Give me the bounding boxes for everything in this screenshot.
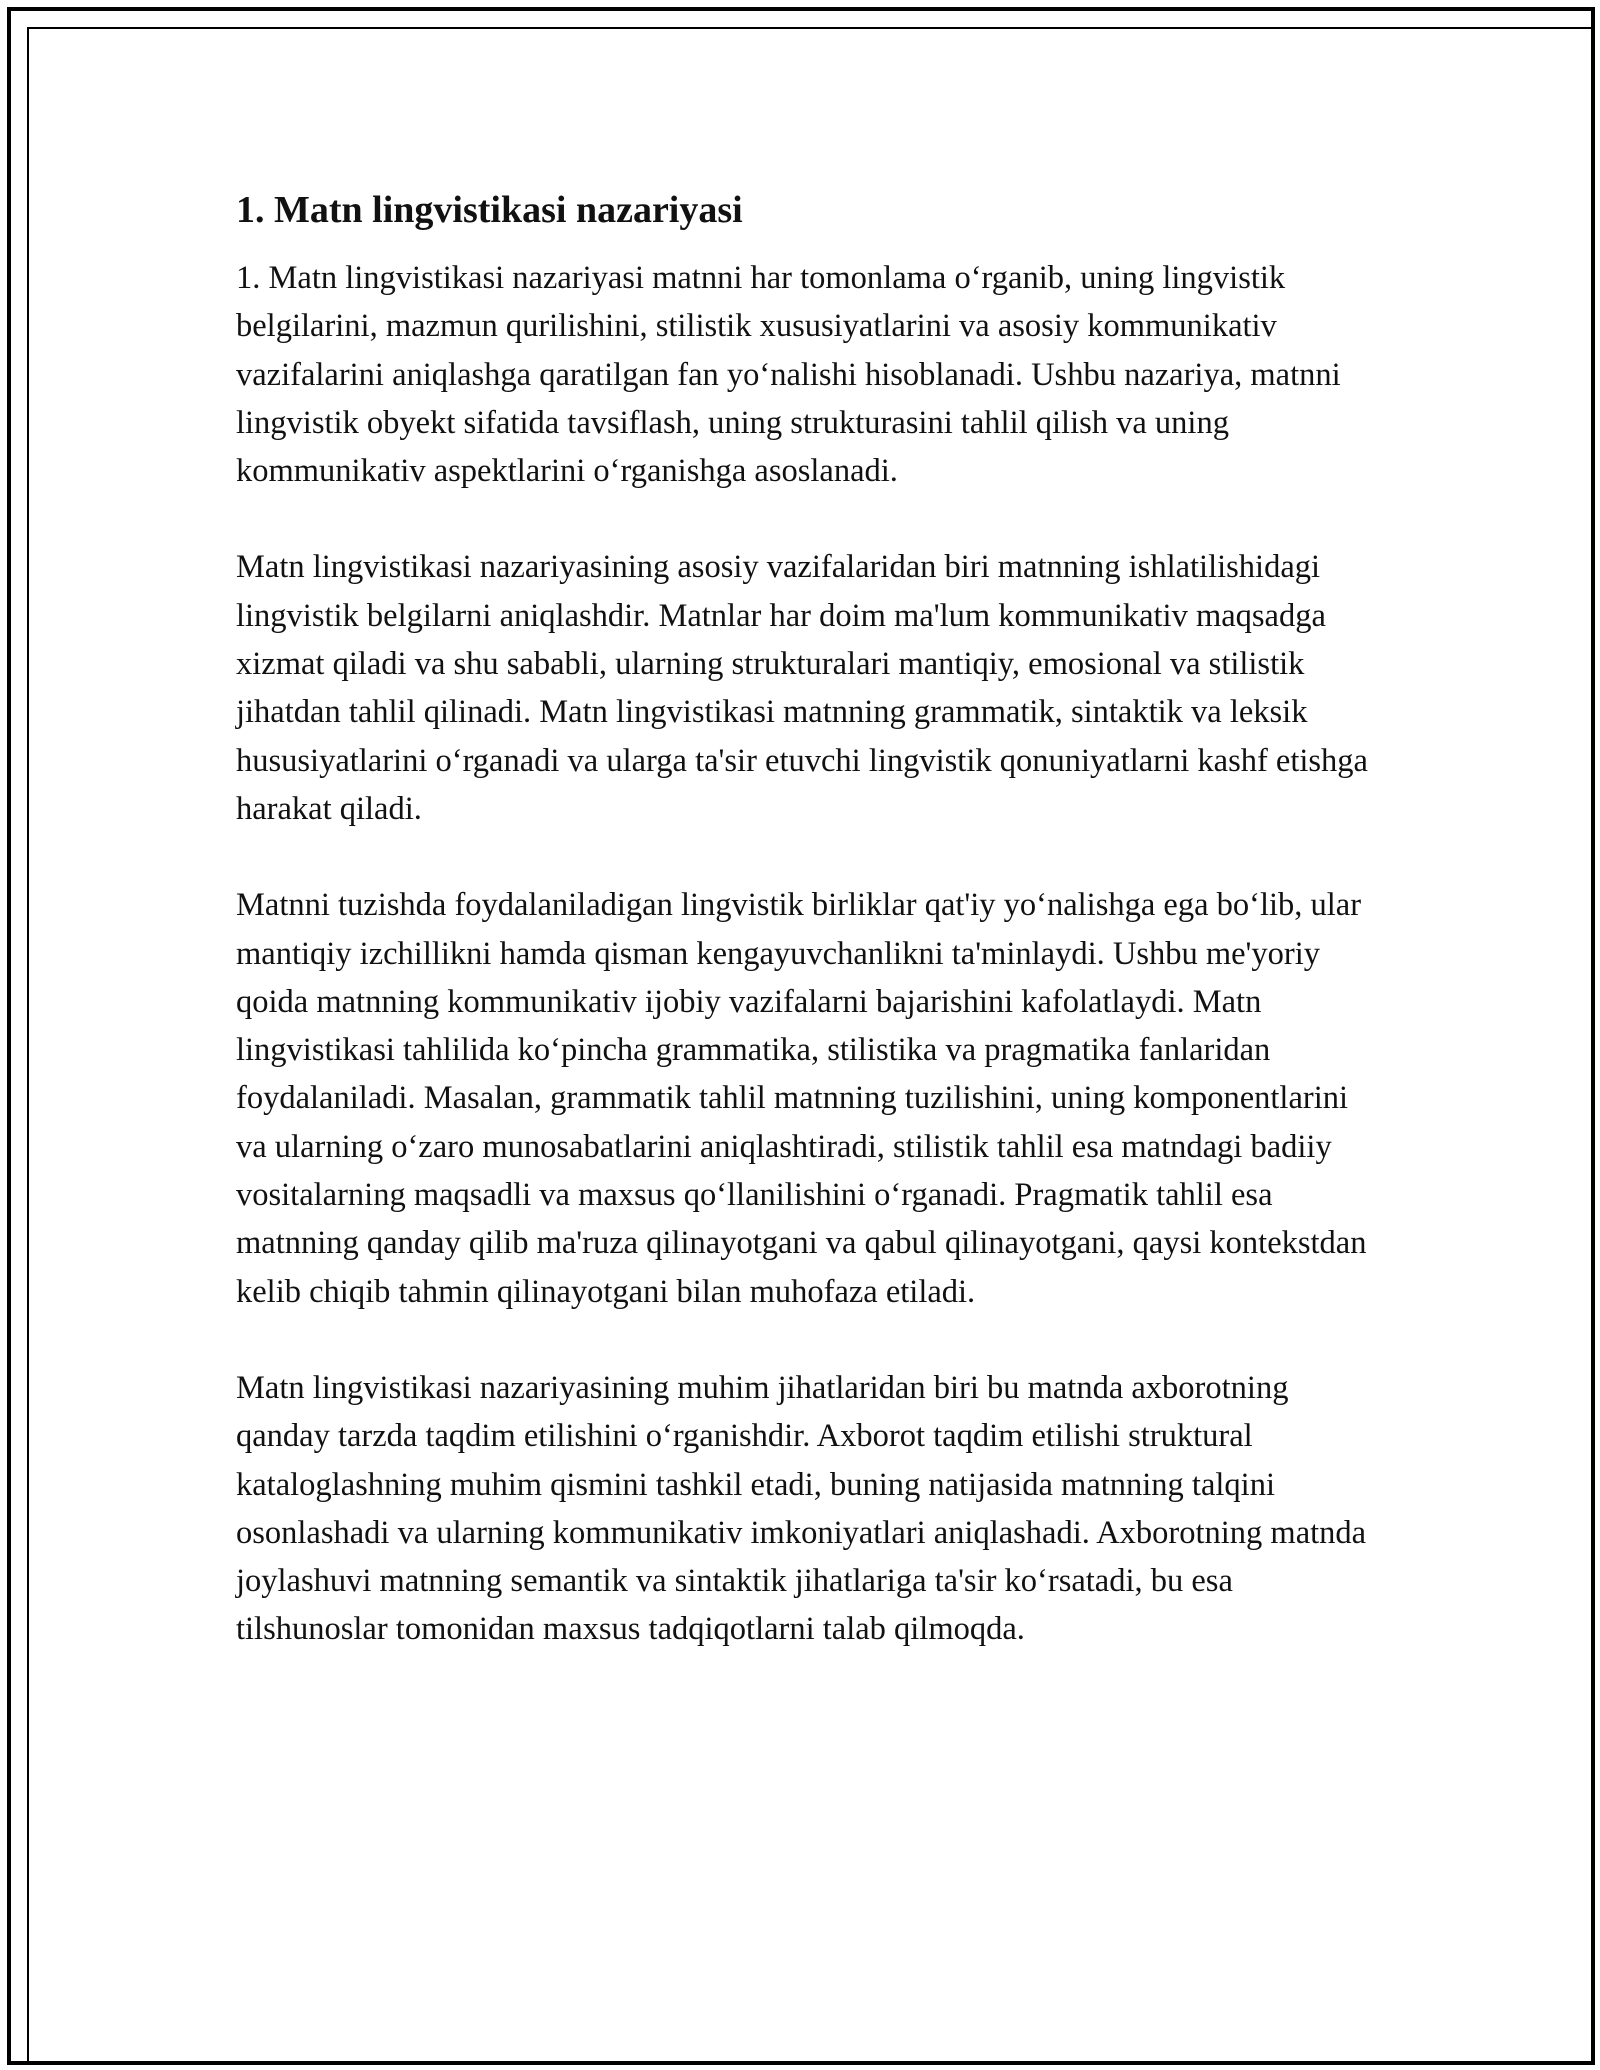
document-body — [236, 186, 1386, 1702]
paragraph-1: 1. Matn lingvistikasi nazariyasi matnni har tomonlama o‘rganib, uning lingvistik belgilarini, mazmun qurilishini, stilistik xususiyatlarini va asosiy kommunikativ vazifalarini aniqlashga qaratilgan fan yo‘nalishi hisoblanadi. Ushbu nazariya, matnni lingvistik obyekt sifatida tavsiflash, uning strukturasini tahlil qilish va uning kommunikativ aspektlarini o‘rganishga asoslanadi. — [236, 260, 1341, 490]
paragraph-3: Matnni tuzishda foydalaniladigan lingvistik birliklar qat'iy yo‘nalishga ega bo‘lib, ular mantiqiy izchillikni hamda qisman kengayuvchanlikni ta'minlaydi. Ushbu me'yoriy qoida matnning kommunikativ ijobiy vazifalarni bajarishini kafolatlaydi. Matn lingvistikasi tahlilida ko‘pincha grammatika, stilistika va pragmatika fanlaridan foydalaniladi. Masalan, grammatik tahlil matnning tuzilishini, uning komponentlarini va ularning o‘zaro munosabatlarini aniqlashtiradi, stilistik tahlil esa matndagi badiiy vositalarning maqsadli va maxsus qo‘llanilishini o‘rganadi. Pragmatik tahlil esa matnning qanday qilib ma'ruza qilinayotgani va qabul qilinayotgani, qaysi kontekstdan kelib chiqib tahmin qilinayotgani bilan muhofaza etiladi. — [236, 887, 1367, 1310]
paragraph-2: Matn lingvistikasi nazariyasining asosiy vazifalaridan biri matnning ishlatilishidagi lingvistik belgilarni aniqlashdir. Matnlar har doim ma'lum kommunikativ maqsadga xizmat qiladi va shu sababli, ularning strukturalari mantiqiy, emosional va stilistik jihatdan tahlil qilinadi. Matn lingvistikasi matnning grammatik, sintaktik va leksik hususiyatlarini o‘rganadi va ularga ta'sir etuvchi lingvistik qonuniyatlarni kashf etishga harakat qiladi. — [236, 549, 1368, 827]
paragraph-4: Matn lingvistikasi nazariyasining muhim jihatlaridan biri bu matnda axborotning qanday tarzda taqdim etilishini o‘rganishdir. Axborot taqdim etilishi struktural kataloglashning muhim qismini tashkil etadi, buning natijasida matnning talqini osonlashadi va ularning kommunikativ imkoniyatlari aniqlashadi. Axborotning matnda joylashuvi matnning semantik va sintaktik jihatlariga ta'sir ko‘rsatadi, bu esa tilshunoslar tomonidan maxsus tadqiqotlarni talab qilmoqda. — [236, 1369, 1367, 1648]
document-title: 1. Matn lingvistikasi nazariyasi — [236, 189, 743, 231]
